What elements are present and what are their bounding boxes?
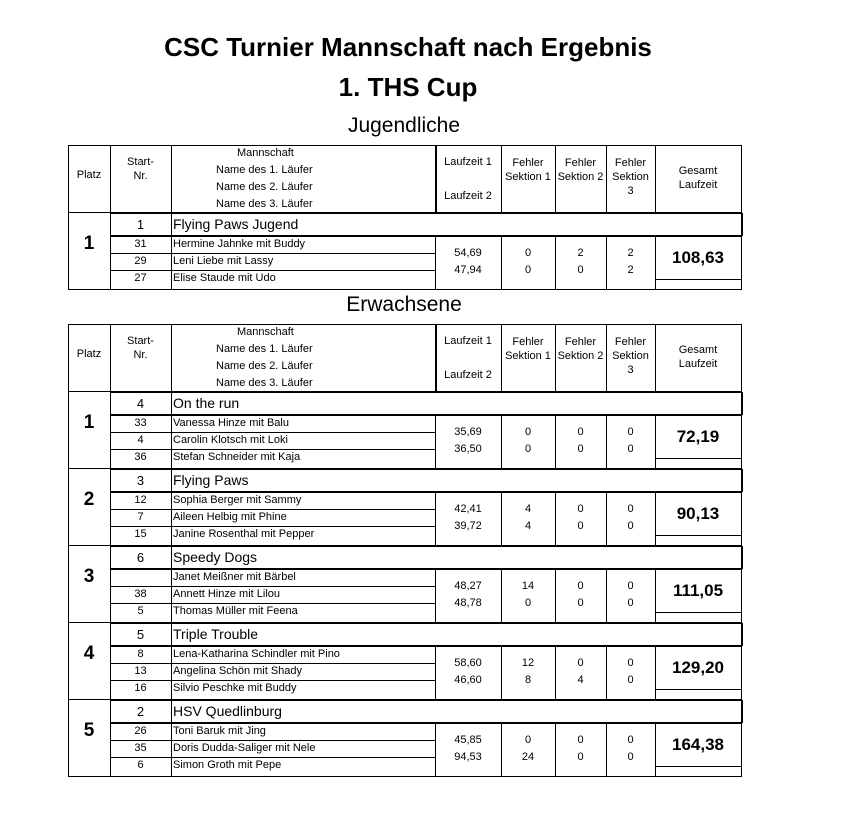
fehler-3-run-1: 2	[627, 247, 634, 259]
block-divider	[606, 415, 607, 468]
header-platz: Platz	[76, 169, 102, 181]
team-name: Speedy Dogs	[173, 549, 258, 565]
runner-separator	[110, 270, 436, 271]
fehler-3-run-2: 0	[627, 751, 634, 763]
laufzeit-1-value: 42,41	[454, 503, 482, 515]
header-fehler-3: Fehler Sektion 3	[612, 336, 649, 376]
laufzeit-2-value: 39,72	[454, 520, 482, 532]
team-name: Flying Paws	[173, 472, 249, 488]
runner-name: Doris Dudda-Saliger mit Nele	[173, 742, 316, 754]
block-divider	[501, 415, 502, 468]
header-fehler-2: Fehler Sektion 2	[557, 157, 604, 183]
header-laeufer-1: Name des 1. Läufer	[216, 343, 313, 355]
fehler-2-run-2: 0	[577, 751, 584, 763]
block-right	[741, 236, 742, 289]
fehler-1-run-2: 0	[524, 443, 532, 455]
fehler-1-run-2: 0	[524, 597, 532, 609]
fehler-3-run-2: 0	[627, 443, 634, 455]
team-start-number: 4	[136, 396, 145, 411]
rank-number: 1	[83, 412, 95, 433]
header-laufzeit-2: Laufzeit 2	[444, 369, 492, 381]
runner-start-number: 31	[134, 238, 147, 250]
fehler-3-run-1: 0	[627, 734, 634, 746]
header-mannschaft: Mannschaft	[237, 147, 294, 159]
block-divider	[501, 646, 502, 699]
header-mannschaft: Mannschaft	[237, 326, 294, 338]
fehler-3-run-2: 2	[627, 264, 634, 276]
fehler-3-run-2: 0	[627, 520, 634, 532]
fehler-3-run-2: 0	[627, 597, 634, 609]
header-platz: Platz	[76, 348, 102, 360]
gesamt-box-bottom	[655, 535, 742, 536]
gesamt-box-bottom	[655, 612, 742, 613]
block-divider	[501, 723, 502, 776]
fehler-2-run-1: 0	[577, 657, 584, 669]
header-divider	[555, 324, 556, 391]
fehler-2-run-2: 0	[577, 264, 584, 276]
block-divider	[555, 236, 556, 289]
runner-name: Lena-Katharina Schindler mit Pino	[173, 648, 340, 660]
header-laeufer-2: Name des 2. Läufer	[216, 181, 313, 193]
runner-name: Sophia Berger mit Sammy	[173, 494, 302, 506]
runner-start-number: 12	[134, 494, 147, 506]
team-row-right	[741, 213, 743, 236]
runner-start-number: 5	[137, 605, 144, 617]
fehler-3-run-1: 0	[627, 580, 634, 592]
block-bottom	[68, 289, 742, 290]
header-divider	[501, 145, 502, 212]
team-start-number: 1	[136, 217, 145, 232]
laufzeit-1-value: 58,60	[454, 657, 482, 669]
runner-name: Annett Hinze mit Lilou	[173, 588, 280, 600]
header-fehler-3: Fehler Sektion 3	[612, 157, 649, 197]
header-start-nr: Start-	[127, 156, 154, 168]
header-start-nr: Start-	[127, 335, 154, 347]
fehler-3-run-1: 0	[627, 657, 634, 669]
block-divider	[435, 723, 436, 776]
fehler-1-run-2: 8	[524, 674, 532, 686]
runner-name: Vanessa Hinze mit Balu	[173, 417, 289, 429]
team-row-bottom	[110, 414, 742, 416]
block-divider	[555, 569, 556, 622]
block-right	[741, 646, 742, 699]
runner-start-number: 27	[134, 272, 147, 284]
gesamt-laufzeit: 129,20	[672, 658, 724, 677]
runner-separator	[110, 586, 436, 587]
gesamt-box-bottom	[655, 458, 742, 459]
block-divider	[171, 392, 172, 468]
team-name: Flying Paws Jugend	[173, 216, 299, 232]
block-right	[741, 492, 742, 545]
laufzeit-2-value: 94,53	[454, 751, 482, 763]
runner-separator	[110, 253, 436, 254]
team-row-bottom	[110, 491, 742, 493]
fehler-1-run-2: 0	[524, 264, 532, 276]
header-laeufer-3: Name des 3. Läufer	[216, 198, 313, 210]
team-row-bottom	[110, 645, 742, 647]
block-divider	[555, 415, 556, 468]
block-divider	[171, 700, 172, 776]
fehler-2-run-2: 0	[577, 443, 584, 455]
runner-separator	[110, 449, 436, 450]
laufzeit-1-value: 48,27	[454, 580, 482, 592]
header-laeufer-1: Name des 1. Läufer	[216, 164, 313, 176]
runner-separator	[110, 757, 436, 758]
fehler-2-run-2: 0	[577, 597, 584, 609]
gesamt-laufzeit: 108,63	[672, 248, 724, 267]
block-divider	[435, 492, 436, 545]
runner-name: Janet Meißner mit Bärbel	[173, 571, 296, 583]
page-subtitle: 1. THS Cup	[338, 72, 478, 102]
team-row-bottom	[110, 235, 742, 237]
runner-start-number: 38	[134, 588, 147, 600]
rank-number: 3	[83, 566, 95, 587]
runner-separator	[110, 526, 436, 527]
fehler-2-run-1: 0	[577, 426, 584, 438]
block-divider	[435, 569, 436, 622]
runner-separator	[110, 663, 436, 664]
laufzeit-2-value: 48,78	[454, 597, 482, 609]
team-row-top	[110, 623, 742, 624]
header-divider	[655, 324, 656, 391]
fehler-2-run-2: 4	[577, 674, 584, 686]
block-divider	[435, 646, 436, 699]
block-divider	[606, 492, 607, 545]
runner-name: Leni Liebe mit Lassy	[173, 255, 274, 267]
header-fehler-2: Fehler Sektion 2	[557, 336, 604, 362]
fehler-1-run-2: 4	[524, 520, 532, 532]
block-bottom	[68, 776, 742, 777]
fehler-1-run-1: 0	[524, 247, 532, 259]
header-top-border	[68, 324, 742, 325]
fehler-2-run-1: 0	[577, 580, 584, 592]
team-row-top	[110, 469, 742, 470]
runner-name: Carolin Klotsch mit Loki	[173, 434, 288, 446]
laufzeit-1-value: 54,69	[454, 247, 482, 259]
header-laeufer-3: Name des 3. Läufer	[216, 377, 313, 389]
section-title: Jugendliche	[347, 114, 461, 137]
fehler-2-run-1: 2	[577, 247, 584, 259]
runner-start-number: 16	[134, 682, 147, 694]
runner-name: Elise Staude mit Udo	[173, 272, 276, 284]
header-laufzeit-1: Laufzeit 1	[444, 156, 492, 168]
team-name: HSV Quedlinburg	[173, 703, 282, 719]
block-divider	[606, 569, 607, 622]
header-laufzeit-1: Laufzeit 1	[444, 335, 492, 347]
team-name: Triple Trouble	[173, 626, 259, 642]
section-title: Erwachsene	[346, 293, 462, 316]
block-divider	[501, 492, 502, 545]
team-row-right	[741, 700, 743, 723]
laufzeit-1-value: 45,85	[454, 734, 482, 746]
block-right	[741, 415, 742, 468]
gesamt-laufzeit: 111,05	[672, 581, 724, 600]
team-row-top	[110, 213, 742, 214]
header-divider	[741, 145, 742, 212]
laufzeit-2-value: 36,50	[454, 443, 482, 455]
runner-start-number: 26	[134, 725, 147, 737]
fehler-2-run-1: 0	[577, 503, 584, 515]
runner-start-number: 15	[134, 528, 147, 540]
block-divider	[171, 213, 172, 289]
header-divider	[741, 324, 742, 391]
rank-number: 4	[83, 643, 95, 664]
runner-start-number: 7	[137, 511, 144, 523]
team-row-top	[110, 700, 742, 701]
runner-start-number: 13	[134, 665, 147, 677]
runner-start-number: 4	[137, 434, 144, 446]
header-divider	[171, 324, 172, 391]
runner-separator	[110, 740, 436, 741]
block-divider	[555, 646, 556, 699]
runner-name: Silvio Peschke mit Buddy	[173, 682, 297, 694]
runner-name: Hermine Jahnke mit Buddy	[173, 238, 306, 250]
runner-start-number: 35	[134, 742, 147, 754]
gesamt-laufzeit: 72,19	[676, 427, 720, 446]
team-row-right	[741, 623, 743, 646]
gesamt-laufzeit: 164,38	[672, 735, 724, 754]
runner-name: Simon Groth mit Pepe	[173, 759, 282, 771]
block-divider	[501, 236, 502, 289]
runner-start-number: 29	[134, 255, 147, 267]
runner-start-number: 8	[137, 648, 144, 660]
block-divider	[555, 492, 556, 545]
block-right	[741, 723, 742, 776]
laufzeit-2-value: 46,60	[454, 674, 482, 686]
header-laufzeit-2: Laufzeit 2	[444, 190, 492, 202]
runner-name: Thomas Müller mit Feena	[173, 605, 298, 617]
block-divider	[606, 236, 607, 289]
runner-start-number: 33	[134, 417, 147, 429]
team-row-bottom	[110, 568, 742, 570]
rank-number: 2	[83, 489, 95, 510]
header-start-nr: Nr.	[133, 170, 148, 182]
header-laeufer-2: Name des 2. Läufer	[216, 360, 313, 372]
block-divider	[171, 546, 172, 622]
runner-name: Stefan Schneider mit Kaja	[173, 451, 301, 463]
team-start-number: 3	[136, 473, 145, 488]
team-row-bottom	[110, 722, 742, 724]
fehler-1-run-1: 0	[524, 426, 532, 438]
block-divider	[171, 469, 172, 545]
header-top-border	[68, 145, 742, 146]
fehler-2-run-2: 0	[577, 520, 584, 532]
fehler-1-run-2: 24	[521, 751, 535, 763]
block-divider	[435, 415, 436, 468]
runner-start-number: 6	[137, 759, 144, 771]
header-start-nr: Nr.	[133, 349, 148, 361]
fehler-3-run-1: 0	[627, 503, 634, 515]
header-gesamt: Gesamt Laufzeit	[678, 344, 718, 370]
block-divider	[555, 723, 556, 776]
rank-number: 1	[83, 233, 95, 254]
fehler-2-run-1: 0	[577, 734, 584, 746]
block-divider	[435, 236, 436, 289]
gesamt-laufzeit: 90,13	[676, 504, 720, 523]
team-row-right	[741, 392, 743, 415]
gesamt-box-bottom	[655, 766, 742, 767]
gesamt-box-bottom	[655, 279, 742, 280]
runner-separator	[110, 680, 436, 681]
team-start-number: 2	[136, 704, 145, 719]
fehler-3-run-1: 0	[627, 426, 634, 438]
runner-separator	[110, 603, 436, 604]
block-right	[741, 569, 742, 622]
laufzeit-1-value: 35,69	[454, 426, 482, 438]
team-row-top	[110, 392, 742, 393]
fehler-3-run-2: 0	[627, 674, 634, 686]
runner-name: Toni Baruk mit Jing	[173, 725, 266, 737]
header-divider	[606, 324, 607, 391]
runner-name: Janine Rosenthal mit Pepper	[173, 528, 315, 540]
header-divider	[655, 145, 656, 212]
team-row-right	[741, 469, 743, 492]
header-divider	[606, 145, 607, 212]
runner-name: Aileen Helbig mit Phine	[173, 511, 287, 523]
header-fehler-1: Fehler Sektion 1	[505, 157, 551, 183]
runner-start-number: 36	[134, 451, 147, 463]
fehler-1-run-1: 12	[521, 657, 535, 669]
block-divider	[501, 569, 502, 622]
team-start-number: 6	[136, 550, 145, 565]
runner-separator	[110, 432, 436, 433]
header-gesamt: Gesamt Laufzeit	[678, 165, 718, 191]
fehler-1-run-1: 14	[521, 580, 535, 592]
block-divider	[606, 646, 607, 699]
header-divider	[501, 324, 502, 391]
team-row-top	[110, 546, 742, 547]
runner-separator	[110, 509, 436, 510]
gesamt-box-bottom	[655, 689, 742, 690]
header-fehler-1: Fehler Sektion 1	[505, 336, 551, 362]
team-name: On the run	[173, 395, 240, 411]
fehler-1-run-1: 0	[524, 734, 532, 746]
header-divider	[555, 145, 556, 212]
header-divider	[171, 145, 172, 212]
page-title: CSC Turnier Mannschaft nach Ergebnis	[164, 32, 652, 62]
rank-number: 5	[83, 720, 95, 741]
block-divider	[171, 623, 172, 699]
fehler-1-run-1: 4	[524, 503, 532, 515]
team-row-right	[741, 546, 743, 569]
team-start-number: 5	[136, 627, 145, 642]
block-divider	[606, 723, 607, 776]
laufzeit-2-value: 47,94	[454, 264, 482, 276]
runner-name: Angelina Schön mit Shady	[173, 665, 303, 677]
